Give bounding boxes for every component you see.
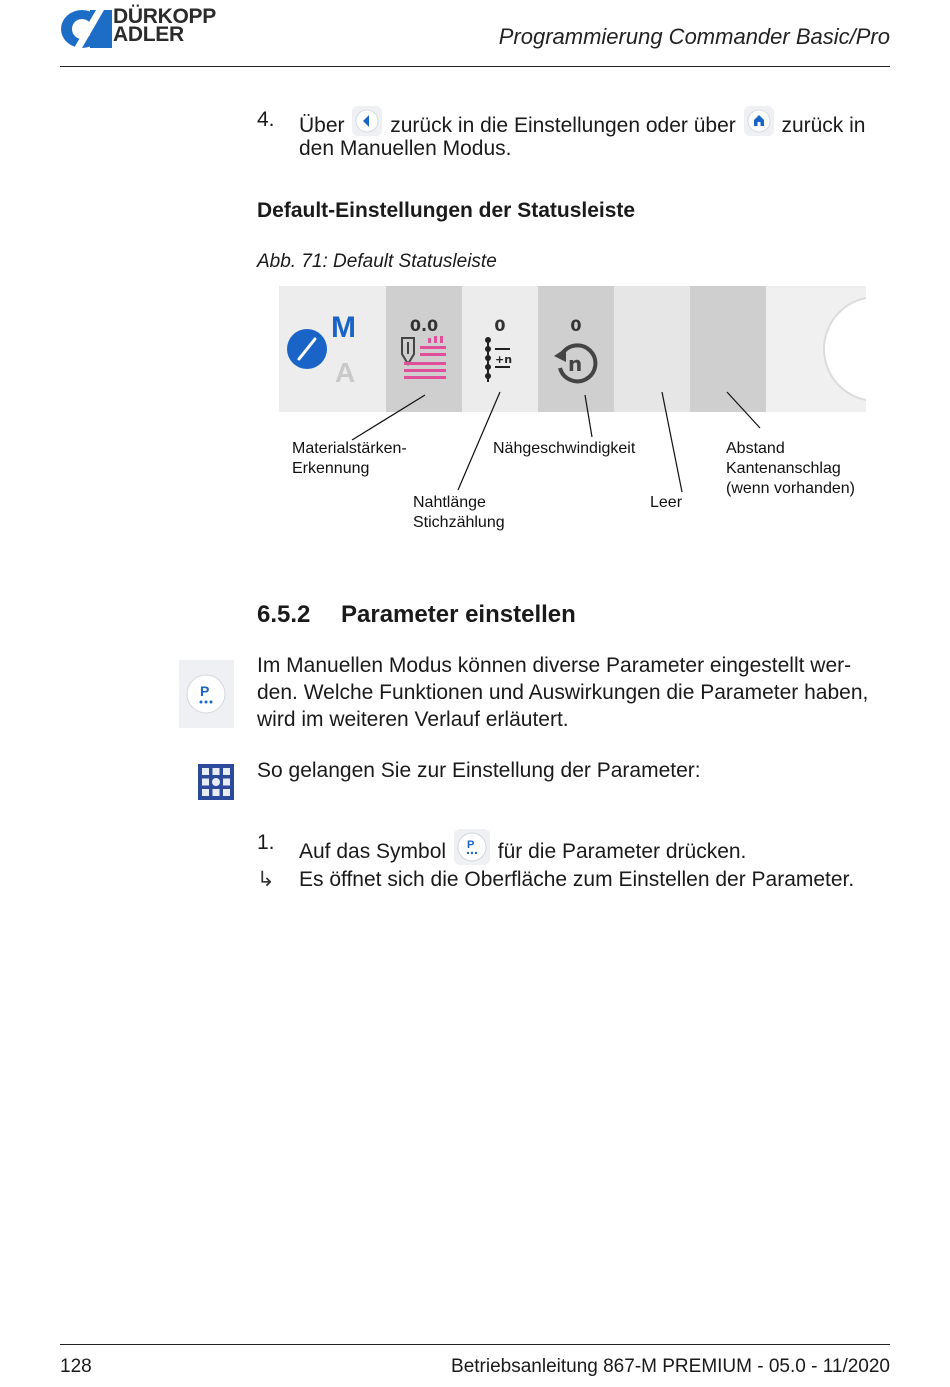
section-intro-line-1: Im Manuellen Modus können diverse Parameter eingestellt wer-: [257, 654, 852, 677]
leader-empty: [662, 392, 682, 492]
brand-line-2: ADLER: [113, 23, 184, 46]
callout-edge-distance: [726, 439, 855, 499]
svg-text:P: P: [466, 839, 475, 851]
section-intro-line-2: den. Welche Funktionen und Auswirkungen die Parameter haben,: [257, 681, 869, 704]
task-text: So gelangen Sie zur Einstellung der Parameter:: [257, 759, 701, 782]
document-reference: Betriebsanleitung 867-M PREMIUM - 05.0 - 11/2020: [451, 1356, 890, 1377]
callout-distance-line-3: (wenn vorhanden): [726, 480, 855, 497]
figure-caption: Abb. 71: Default Statusleiste: [257, 251, 497, 272]
section-intro-line-3: wird im weiteren Verlauf erläutert.: [257, 708, 569, 731]
material-thickness-value: 0.0: [409, 316, 439, 335]
step-1-number: 1.: [257, 831, 275, 854]
page-number: 128: [60, 1356, 92, 1377]
callout-distance-line-1: Abstand: [726, 440, 785, 457]
section-title: Parameter einstellen: [341, 601, 576, 628]
footer-divider: [60, 1344, 890, 1345]
callout-material-line-1: Materialstärken-: [292, 440, 407, 457]
svg-text:+n: +n: [495, 353, 513, 366]
result-text: Es öffnet sich die Oberfläche zum Einstellen der Parameter.: [299, 868, 855, 891]
header-title: Programmierung Commander Basic/Pro: [498, 24, 890, 49]
callout-empty: Leer: [650, 494, 683, 511]
step-4-text-b: zurück in die Einstellungen oder über: [390, 114, 736, 137]
callout-seam-line-1: Nahtlänge: [413, 494, 486, 511]
callout-speed: Nähgeschwindigkeit: [493, 440, 636, 457]
brand-line-1: DÜRKOPP: [113, 5, 216, 28]
callout-seam-length: [413, 493, 505, 533]
parameter-icon: [454, 829, 490, 865]
step-4-text-d: den Manuellen Modus.: [299, 137, 512, 160]
task-icon: [198, 764, 234, 800]
leader-distance: [727, 392, 760, 428]
svg-text:n: n: [568, 352, 583, 376]
step-4-number: 4.: [257, 108, 275, 131]
subheading-statusbar: Default-Einstellungen der Statusleiste: [257, 199, 636, 222]
callout-material-line-2: Erkennung: [292, 460, 370, 477]
mode-letter-a: A: [335, 357, 356, 388]
svg-text:P: P: [200, 683, 210, 699]
step-1-text-b: für die Parameter drücken.: [497, 840, 747, 863]
section-heading: [257, 601, 576, 629]
mode-letter-m: M: [331, 311, 356, 344]
section-number: 6.5.2: [257, 601, 311, 628]
speed-value: 0: [570, 316, 582, 335]
step-4-text-c: zurück in: [781, 114, 866, 137]
stitch-length-value: 0: [494, 316, 506, 335]
result-arrow-icon: ↳: [257, 868, 275, 891]
callout-seam-line-2: Stichzählung: [413, 514, 505, 531]
step-1-text: [299, 829, 746, 865]
parameter-hint-icon: [179, 660, 234, 728]
leader-material: [352, 395, 425, 440]
callout-distance-line-2: Kantenanschlag: [726, 460, 841, 477]
step-1-text-a: Auf das Symbol: [299, 840, 447, 863]
leader-speed: [585, 395, 592, 437]
step-4-text-a: Über: [299, 114, 345, 137]
callout-material-thickness: [292, 439, 407, 479]
